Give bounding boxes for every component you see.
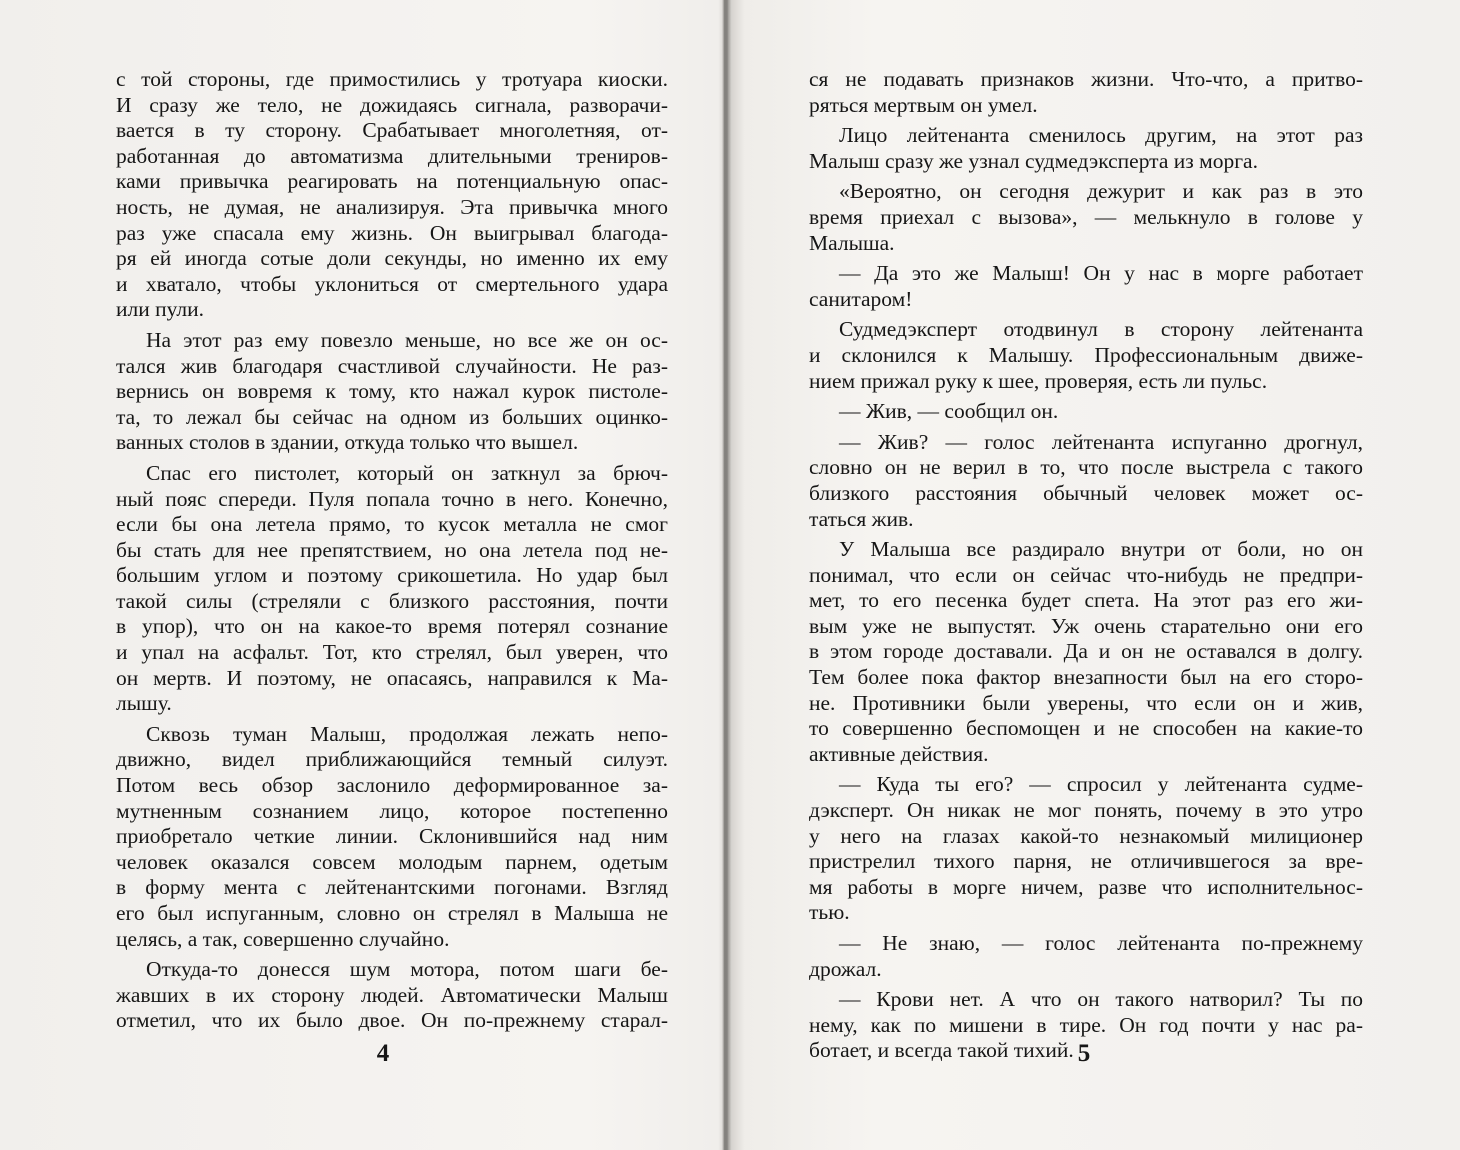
text-line: или пули. — [116, 297, 205, 322]
text-line: И сразу же тело, не дожидаясь сигнала, разворачи- — [116, 92, 668, 117]
text-line: у него на глазах какой-то незнакомый милиционер — [809, 823, 1363, 848]
text-line: пристрелил тихого парня, не отличившегося за вре- — [809, 849, 1363, 874]
left-page-text — [116, 67, 668, 1034]
text-line: — Не знаю, — голос лейтенанта по-прежнему — [839, 931, 1363, 955]
right-page-number: 5 — [1077, 1040, 1091, 1067]
text-line: — Жив? — голос лейтенанта испуганно дрогнул, — [839, 429, 1363, 454]
text-line: вернись он вовремя к тому, кто нажал курок пистоле- — [116, 379, 668, 404]
right-page-text — [809, 67, 1363, 1064]
text-line: активные действия. — [809, 741, 989, 766]
text-line: та, то лежал бы сейчас на одном из больших оцинко- — [116, 404, 668, 429]
text-line: — Крови нет. А что он такого натворил? Ты по — [839, 987, 1363, 1012]
text-line: ря ей иногда сотые доли секунды, но именно их ему — [116, 246, 668, 271]
left-page-number: 4 — [376, 1040, 390, 1067]
text-line: Малыша. — [809, 230, 895, 255]
text-line: Судмедэксперт отодвинул в сторону лейтенанта — [839, 317, 1363, 342]
text-line: ся не подавать признаков жизни. Что-что, а притво- — [809, 67, 1363, 91]
right-page — [730, 0, 1460, 1150]
text-line: Лицо лейтенанта сменилось другим, на этот раз — [839, 123, 1363, 148]
text-line: ванных столов в здании, откуда только что вышел. — [116, 430, 579, 455]
text-line: приобретало четкие линии. Склонившийся над ним — [116, 824, 668, 849]
text-line: ками привычка реагировать на потенциальную опас- — [116, 169, 668, 194]
text-line: мя работы в морге ничем, разве что исполнительнос- — [809, 874, 1363, 899]
text-line: Сквозь туман Малыш, продолжая лежать непо- — [146, 721, 668, 746]
text-line: Малыш сразу же узнал судмедэксперта из морга. — [809, 148, 1258, 173]
text-line: бы стать для нее препятствием, но она летела под не- — [116, 537, 668, 562]
text-line: понимал, что если он сейчас что-нибудь не предпри- — [809, 562, 1363, 587]
text-line: дрожал. — [809, 956, 882, 981]
text-line: то совершенно беспомощен и не способен на какие-то — [809, 716, 1363, 741]
text-line: вается в ту сторону. Срабатывает многолетняя, от- — [116, 118, 668, 143]
text-line: отметил, что их было двое. Он по-прежнему старал- — [116, 1008, 668, 1033]
text-line: Тем более пока фактор внезапности был на его сторо- — [809, 665, 1363, 690]
text-line: мутненным сознанием лицо, которое постепенно — [116, 798, 668, 823]
book-gutter — [722, 0, 728, 1150]
text-line: — Куда ты его? — спросил у лейтенанта судме- — [839, 772, 1363, 797]
text-line: нием прижал руку к шее, проверяя, есть ли пульс. — [809, 368, 1268, 393]
text-line: На этот раз ему повезло меньше, но все же он ос- — [146, 327, 668, 352]
text-line: большим углом и поэтому срикошетила. Но удар был — [116, 563, 668, 588]
left-page — [0, 0, 720, 1150]
text-line: ряться мертвым он умел. — [809, 92, 1038, 117]
text-line: дэксперт. Он никак не мог понять, почему в это утро — [809, 798, 1363, 823]
text-line: таться жив. — [809, 506, 914, 531]
text-line: время приехал с вызова», — мелькнуло в голове у — [809, 204, 1363, 229]
text-line: лышу. — [116, 691, 172, 716]
text-line: У Малыша все раздирало внутри от боли, но он — [839, 537, 1363, 562]
text-line: санитаром! — [809, 286, 913, 311]
text-line: и хватало, чтобы уклониться от смертельного удара — [116, 271, 668, 296]
text-line: и склонился к Малышу. Профессиональным движе- — [809, 342, 1363, 367]
text-line: ботает, и всегда такой тихий. — [809, 1038, 1074, 1063]
text-line: такой силы (стреляли с близкого расстояния, почти — [116, 588, 668, 613]
text-line: целясь, а так, совершенно случайно. — [116, 926, 450, 951]
text-line: — Да это же Малыш! Он у нас в морге работает — [839, 261, 1363, 286]
text-line: его был испуганным, словно он стрелял в Малыша не — [116, 901, 668, 925]
text-line: «Вероятно, он сегодня дежурит и как раз в это — [839, 179, 1363, 204]
text-line: человек оказался совсем молодым парнем, одетым — [116, 849, 668, 874]
text-line: нему, как по мишени в тире. Он год почти у нас ра- — [809, 1012, 1363, 1037]
text-line: словно он не верил в то, что после выстрела с такого — [809, 455, 1363, 480]
text-line: Потом весь обзор заслонило деформированное за- — [116, 773, 668, 798]
text-line: если бы она летела прямо, то кусок металла не смог — [116, 512, 668, 537]
text-line: и упал на асфальт. Тот, кто стрелял, был уверен, что — [116, 640, 668, 665]
text-line: тью. — [809, 900, 850, 925]
text-line: близкого расстояния обычный человек может ос- — [809, 480, 1363, 505]
text-line: он мертв. И поэтому, не опасаясь, направился к Ма- — [116, 665, 668, 690]
text-line: вым уже не выпустят. Уж очень старательно они его — [809, 613, 1363, 638]
text-line: с той стороны, где примостились у тротуара киоски. — [116, 67, 668, 91]
text-line: — Жив, — сообщил он. — [839, 399, 1059, 424]
text-line: в форму мента с лейтенантскими погонами. Взгляд — [116, 875, 668, 900]
text-line: не. Противники были уверены, что если он и жив, — [809, 690, 1363, 715]
text-line: ный пояс спереди. Пуля попала точно в него. Конечно, — [116, 486, 668, 511]
text-line: в этом городе доставали. Да и он не оставался в долгу. — [809, 639, 1363, 664]
text-line: Спас его пистолет, который он заткнул за брюч- — [146, 460, 668, 485]
text-line: в упор), что он на какое-то время потерял сознание — [116, 614, 668, 639]
text-line: тался жив благодаря счастливой случайности. Не раз- — [116, 353, 668, 378]
text-line: ность, не думая, не анализируя. Эта привычка много — [116, 194, 668, 219]
text-line: движно, видел приближающийся темный силуэт. — [116, 747, 668, 772]
text-line: работанная до автоматизма длительными трениров- — [116, 143, 668, 168]
text-line: жавших в их сторону людей. Автоматически Малыш — [116, 982, 668, 1007]
text-line: мет, то его песенка будет спета. На этот раз его жи- — [809, 588, 1363, 613]
text-line: Откуда-то донесся шум мотора, потом шаги бе- — [146, 957, 668, 982]
text-line: раз уже спасала ему жизнь. Он выигрывал благода- — [116, 220, 668, 245]
